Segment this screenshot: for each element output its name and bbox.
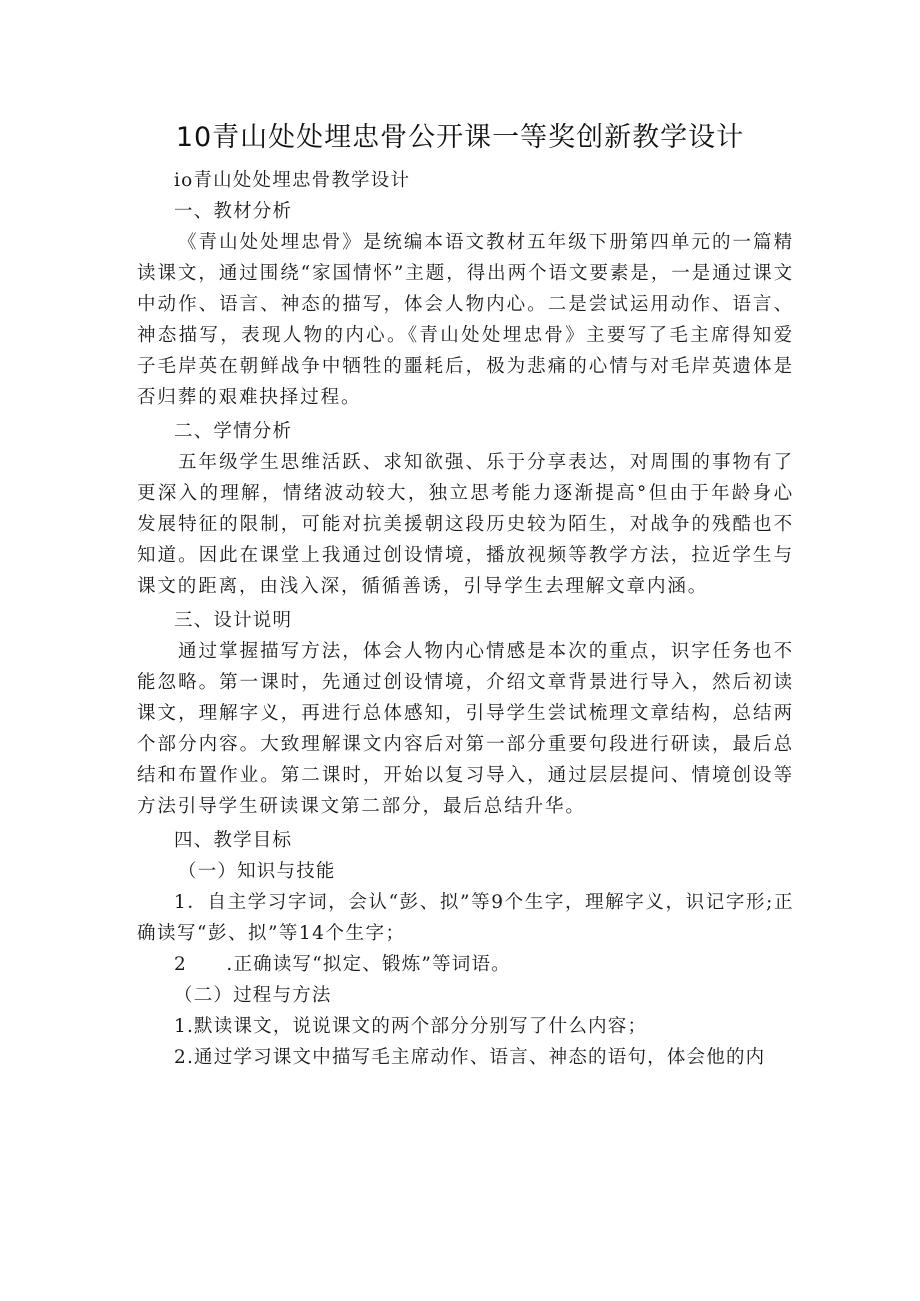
subheading-process-methods: （二）过程与方法 (174, 985, 332, 1006)
document-title: 10青山处处埋忠骨公开课一等奖创新教学设计 (175, 122, 745, 153)
list-item-method-2: 2.通过学习课文中描写毛主席动作、语言、神态的语句，体会他的内 (174, 1047, 766, 1068)
section-heading-student-analysis: 二、学情分析 (174, 421, 293, 442)
section-heading-design-notes: 三、设计说明 (174, 610, 293, 631)
document-body (137, 165, 794, 1073)
document-subtitle: io青山处处埋忠骨教学设计 (174, 170, 411, 191)
list-item-method-1: 1.默读课文，说说课文的两个部分分别写了什么内容； (174, 1016, 648, 1037)
section-heading-teaching-goals: 四、教学目标 (174, 830, 293, 851)
paragraph-textbook-analysis: 《青山处处埋忠骨》是统编本语文教材五年级下册第四单元的一篇精读课文，通过围绕“家国情怀”主题，得出两个语文要素是，一是通过课文中动作、语言、神态的描写，体会人物内心。二是尝试运用动作、语言、神态描写，表现人物的内心。《青山处处埋忠骨》主要写了毛主席得知爱子毛岸英在朝鲜战争中牺牲的噩耗后，极为悲痛的心情与对毛岸英遗体是否归葬的艰难抉择过程。 (137, 232, 794, 408)
list-item-goal-2: 2 .正确读写“拟定、锻炼”等词语。 (174, 954, 511, 975)
paragraph-design-notes: 通过掌握描写方法，体会人物内心情感是本次的重点，识字任务也不能忽略。第一课时，先通过创设情境，介绍文章背景进行导入，然后初读课文，理解字义，再进行总体感知，引导学生尝试梳理文章结构，总结两个部分内容。大致理解课文内容后对第一部分重要句段进行研读，最后总结和布置作业。第二课时，开始以复习导入，通过层层提问、情境创设等方法引导学生研读课文第二部分，最后总结升华。 (137, 641, 794, 817)
section-heading-textbook-analysis: 一、教材分析 (174, 201, 293, 222)
list-item-goal-1: 1．自主学习字词，会认“彭、拟”等9个生字，理解字义，识记字形;正确读写“彭、拟”等14个生字； (137, 892, 794, 944)
subheading-knowledge-skills: （一）知识与技能 (178, 861, 336, 882)
paragraph-student-analysis: 五年级学生思维活跃、求知欲强、乐于分享表达，对周围的事物有了更深入的理解，情绪波动较大，独立思考能力逐渐提高°但由于年龄身心发展特征的限制，可能对抗美援朝这段历史较为陌生，对战争的残酷也不知道。因此在课堂上我通过创设情境，播放视频等教学方法，拉近学生与课文的距离，由浅入深，循循善诱，引导学生去理解文章内涵。 (137, 452, 794, 597)
